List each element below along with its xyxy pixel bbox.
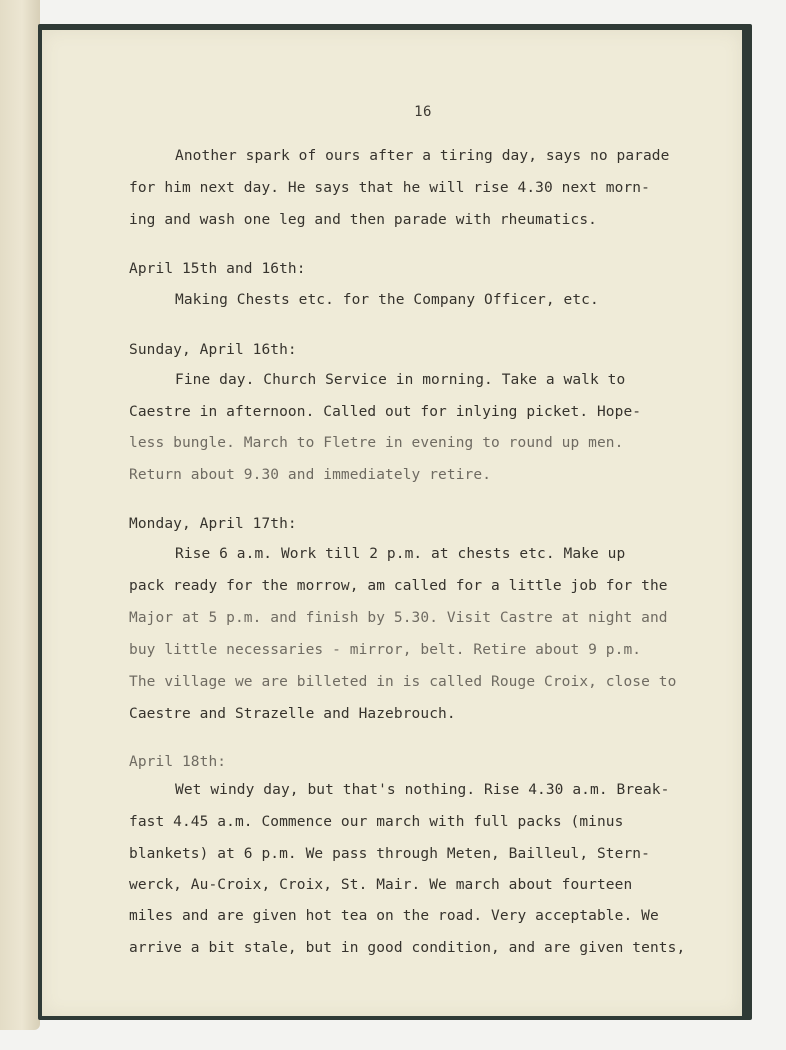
text-line: pack ready for the morrow, am called for a little job for the <box>129 578 668 594</box>
text-line: Caestre and Strazelle and Hazebrouch. <box>129 706 456 722</box>
text-line: Making Chests etc. for the Company Officer, etc. <box>175 292 599 308</box>
entry-heading: April 15th and 16th: <box>129 261 306 277</box>
text-line: fast 4.45 a.m. Commence our march with full packs (minus <box>129 814 624 830</box>
text-line: werck, Au-Croix, Croix, St. Mair. We march about fourteen <box>129 877 633 893</box>
text-line: Wet windy day, but that's nothing. Rise 4.30 a.m. Break- <box>175 782 670 798</box>
entry-heading: Monday, April 17th: <box>129 516 297 532</box>
text-line: miles and are given hot tea on the road. Very acceptable. We <box>129 908 659 924</box>
text-line: Rise 6 a.m. Work till 2 p.m. at chests etc. Make up <box>175 546 626 562</box>
text-line: less bungle. March to Fletre in evening to round up men. <box>129 435 624 451</box>
text-line: blankets) at 6 p.m. We pass through Meten, Bailleul, Stern- <box>129 846 650 862</box>
entry-heading: April 18th: <box>129 754 227 770</box>
page-number: 16 <box>414 104 432 120</box>
text-line: ing and wash one leg and then parade with rheumatics. <box>129 212 597 228</box>
entry-heading: Sunday, April 16th: <box>129 342 297 358</box>
text-line: for him next day. He says that he will rise 4.30 next morn- <box>129 180 650 196</box>
text-line: Caestre in afternoon. Called out for inlying picket. Hope- <box>129 404 642 420</box>
text-line: buy little necessaries - mirror, belt. Retire about 9 p.m. <box>129 642 642 658</box>
text-line: Return about 9.30 and immediately retire. <box>129 467 492 483</box>
facing-page-edge <box>0 0 40 1030</box>
text-line: arrive a bit stale, but in good condition, and are given tents, <box>129 940 686 956</box>
text-line: Major at 5 p.m. and finish by 5.30. Visit Castre at night and <box>129 610 668 626</box>
text-line: The village we are billeted in is called Rouge Croix, close to <box>129 674 677 690</box>
text-line: Fine day. Church Service in morning. Take a walk to <box>175 372 626 388</box>
text-line: Another spark of ours after a tiring day, says no parade <box>175 148 670 164</box>
